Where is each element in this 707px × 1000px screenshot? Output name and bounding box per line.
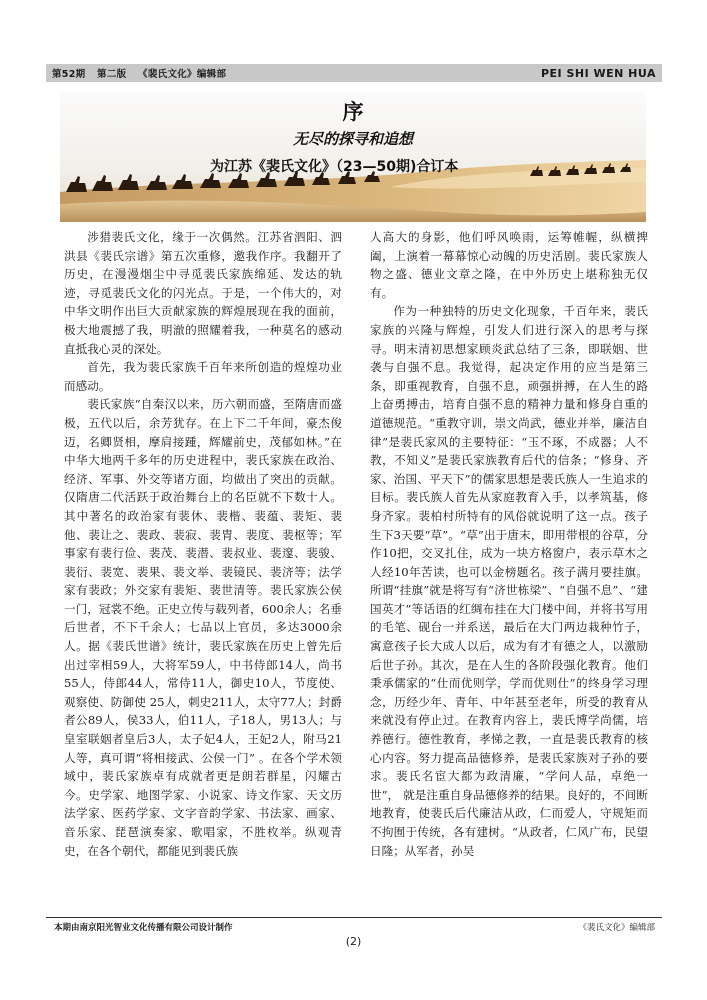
preface-subtitle: 无尽的探寻和追想: [292, 130, 413, 148]
preface-title: 序: [342, 99, 364, 124]
desert-banner: [60, 92, 646, 222]
header-left: [52, 66, 234, 80]
paragraph: 作为一种独特的历史文化现象，千百年来，裴氏家族的兴隆与辉煌，引发人们进行深入的思考与探寻。明末清初思想家顾炎武总结了三条，即联姻、世袭与自强不息。我觉得，起决定作用的应当是第三条，即重视教育，自强不息，顽强拼搏，在人生的路上奋勇搏击，培育自强不息的精神力量和修身自重的道德规范。“重教守训，崇文尚武，德业并举，廉洁自律”是裴氏家风的主要特征：“玉不琢，不成器；人不教，不知义”是裴氏家族教育后代的信条；“修身、齐家、治国、平天下”的儒家思想是裴氏族人一生追求的目标。裴氏族人首先从家庭教育入手，以孝筑基，修身齐家。裴柏村所特有的风俗就说明了这一点。孩子生下3天要“草”。“草”出于唐末，即用带根的谷草，分作10把，交叉扎住，成为一块方格窗户，表示草木之人经10年苦读，也可以金榜题名。孩子满月要挂旗。所谓“挂旗”就是将写有“济世栋梁”、“自强不息”、“建国英才”等话语的红绸布挂在大门楼中间，并将书写用的毛笔、砚台一并系送，最后在大门两边栽种竹子，寓意孩子长大成人以后，成为有才有德之人，以激励后世子孙。其次，是在人生的各阶段强化教育。他们秉承儒家的“仕而优则学，学而优则仕”的终身学习理念，历经少年、青年、中年甚至老年，所受的教育从来就没有停止过。在教育内容上，裴氏博学尚儒，培养德行。德性教育，孝悌之教，一直是裴氏教育的核心内容。努力提高品德修养，是裴氏家族对子孙的要求。裴氏名宦大都为政清廉，“学问人品，卓绝一世”， 就是注重自身品德修养的结果。良好的，不间断地教育，使裴氏后代廉洁从政，仁而爱人，守规矩而不拘囿于传统，各有建树。“从政者，仁风广布，民望日隆；从军者，孙吴: [370, 304, 648, 858]
publication-pinyin: PEI SHI WEN HUA: [540, 66, 656, 80]
paragraph: 涉猎裴氏文化，缘于一次偶然。江苏省泗阳、泗洪县《裴氏宗谱》第五次重修，邀我作序。我翻开了历史，在漫漫烟尘中寻觅裴氏家族绵延、发达的轨迹，寻觅裴氏文化的闪光点。于是，一个伟大的，对中华文明作出巨大贡献家族的辉煌展现在我的面前，极大地震撼了我，明澈的照耀着我，一种莫名的感动直抵我心灵的深处。: [64, 230, 342, 356]
paragraph: 裴氏家族“自秦汉以来，历六朝而盛，至隋唐而盛极，五代以后，余芳犹存。在上下二千年间，豪杰俊迈，名卿贤相，摩肩接踵，辉耀前史，茂郁如林。”在中华大地两千多年的历史进程中，裴氏家族在政治、经济、军事、外交等诸方面，均做出了突出的贡献。仅隋唐二代活跃于政治舞台上的名臣就不下数十人。其中著名的政治家有裴休、裴楷、裴蕴、裴矩、裴他、裴让之、裴政、裴寂、裴胄、裴度、裴枢等；军事家有裴行俭、裴茂、裴潜、裴叔业、裴邃、裴骏、裴衍、裴宽、裴果、裴文举、裴镜民、裴济等；法学家有裴政；外交家有裴矩、裴世清等。裴氏家族公侯一门，冠裳不绝。正史立传与载列者，600余人；名垂后世者，不下千余人；七品以上官员，多达3000余人。据《裴氏世谱》统计，裴氏家族在历史上曾先后出过宰相59人，大将军59人，中书侍郎14人，尚书55人，侍郎44人，常侍11人，御史10人，节度使、观察使、防御使 25人，刺史211人，太守77人；封爵者公89人，侯33人，伯11人，子18人，男13人；与皇室联姻者皇后3人，太子妃4人，王妃2人，附马21人等，真可谓“将相接武、公侯一门” 。在各个学术领域中，裴氏家族卓有成就者更是朗若群星，闪耀古今。史学家、地图学家、小说家、诗文作家、天文历法学家、医药学家、文字音韵学家、书法家、画家、音乐家、琵琶演奏家、歌唱家，不胜枚举。纵观青史，在各个朝代，都能见到裴氏族: [64, 397, 342, 858]
footer-editorial: 《裴氏文化》编辑部: [578, 923, 655, 933]
right-column: [370, 228, 648, 860]
page-number: (2): [345, 935, 362, 948]
footer-divider: [46, 917, 662, 918]
design-credit: 本期由南京阳光智业文化传播有限公司设计制作: [54, 923, 233, 933]
left-column: [64, 228, 342, 860]
header-bar: [46, 64, 662, 82]
preface-caption: 为江苏《裴氏文化》（23—50期)合订本: [210, 159, 459, 175]
paragraph: 人高大的身影，他们呼风唤雨，运筹帷幄，纵横捭阖，上演着一幕幕惊心动魄的历史活剧。裴氏家族人物之盛、德业文章之隆，在中外历史上堪称独无仅有。: [370, 230, 648, 300]
publication-name: 《裴氏文化》编辑部: [138, 69, 227, 80]
edition-label: 第二版: [97, 69, 127, 80]
issue-number: 第52期: [52, 69, 86, 80]
paragraph: 首先，我为裴氏家族千百年来所创造的煌煌功业而感动。: [64, 360, 342, 393]
